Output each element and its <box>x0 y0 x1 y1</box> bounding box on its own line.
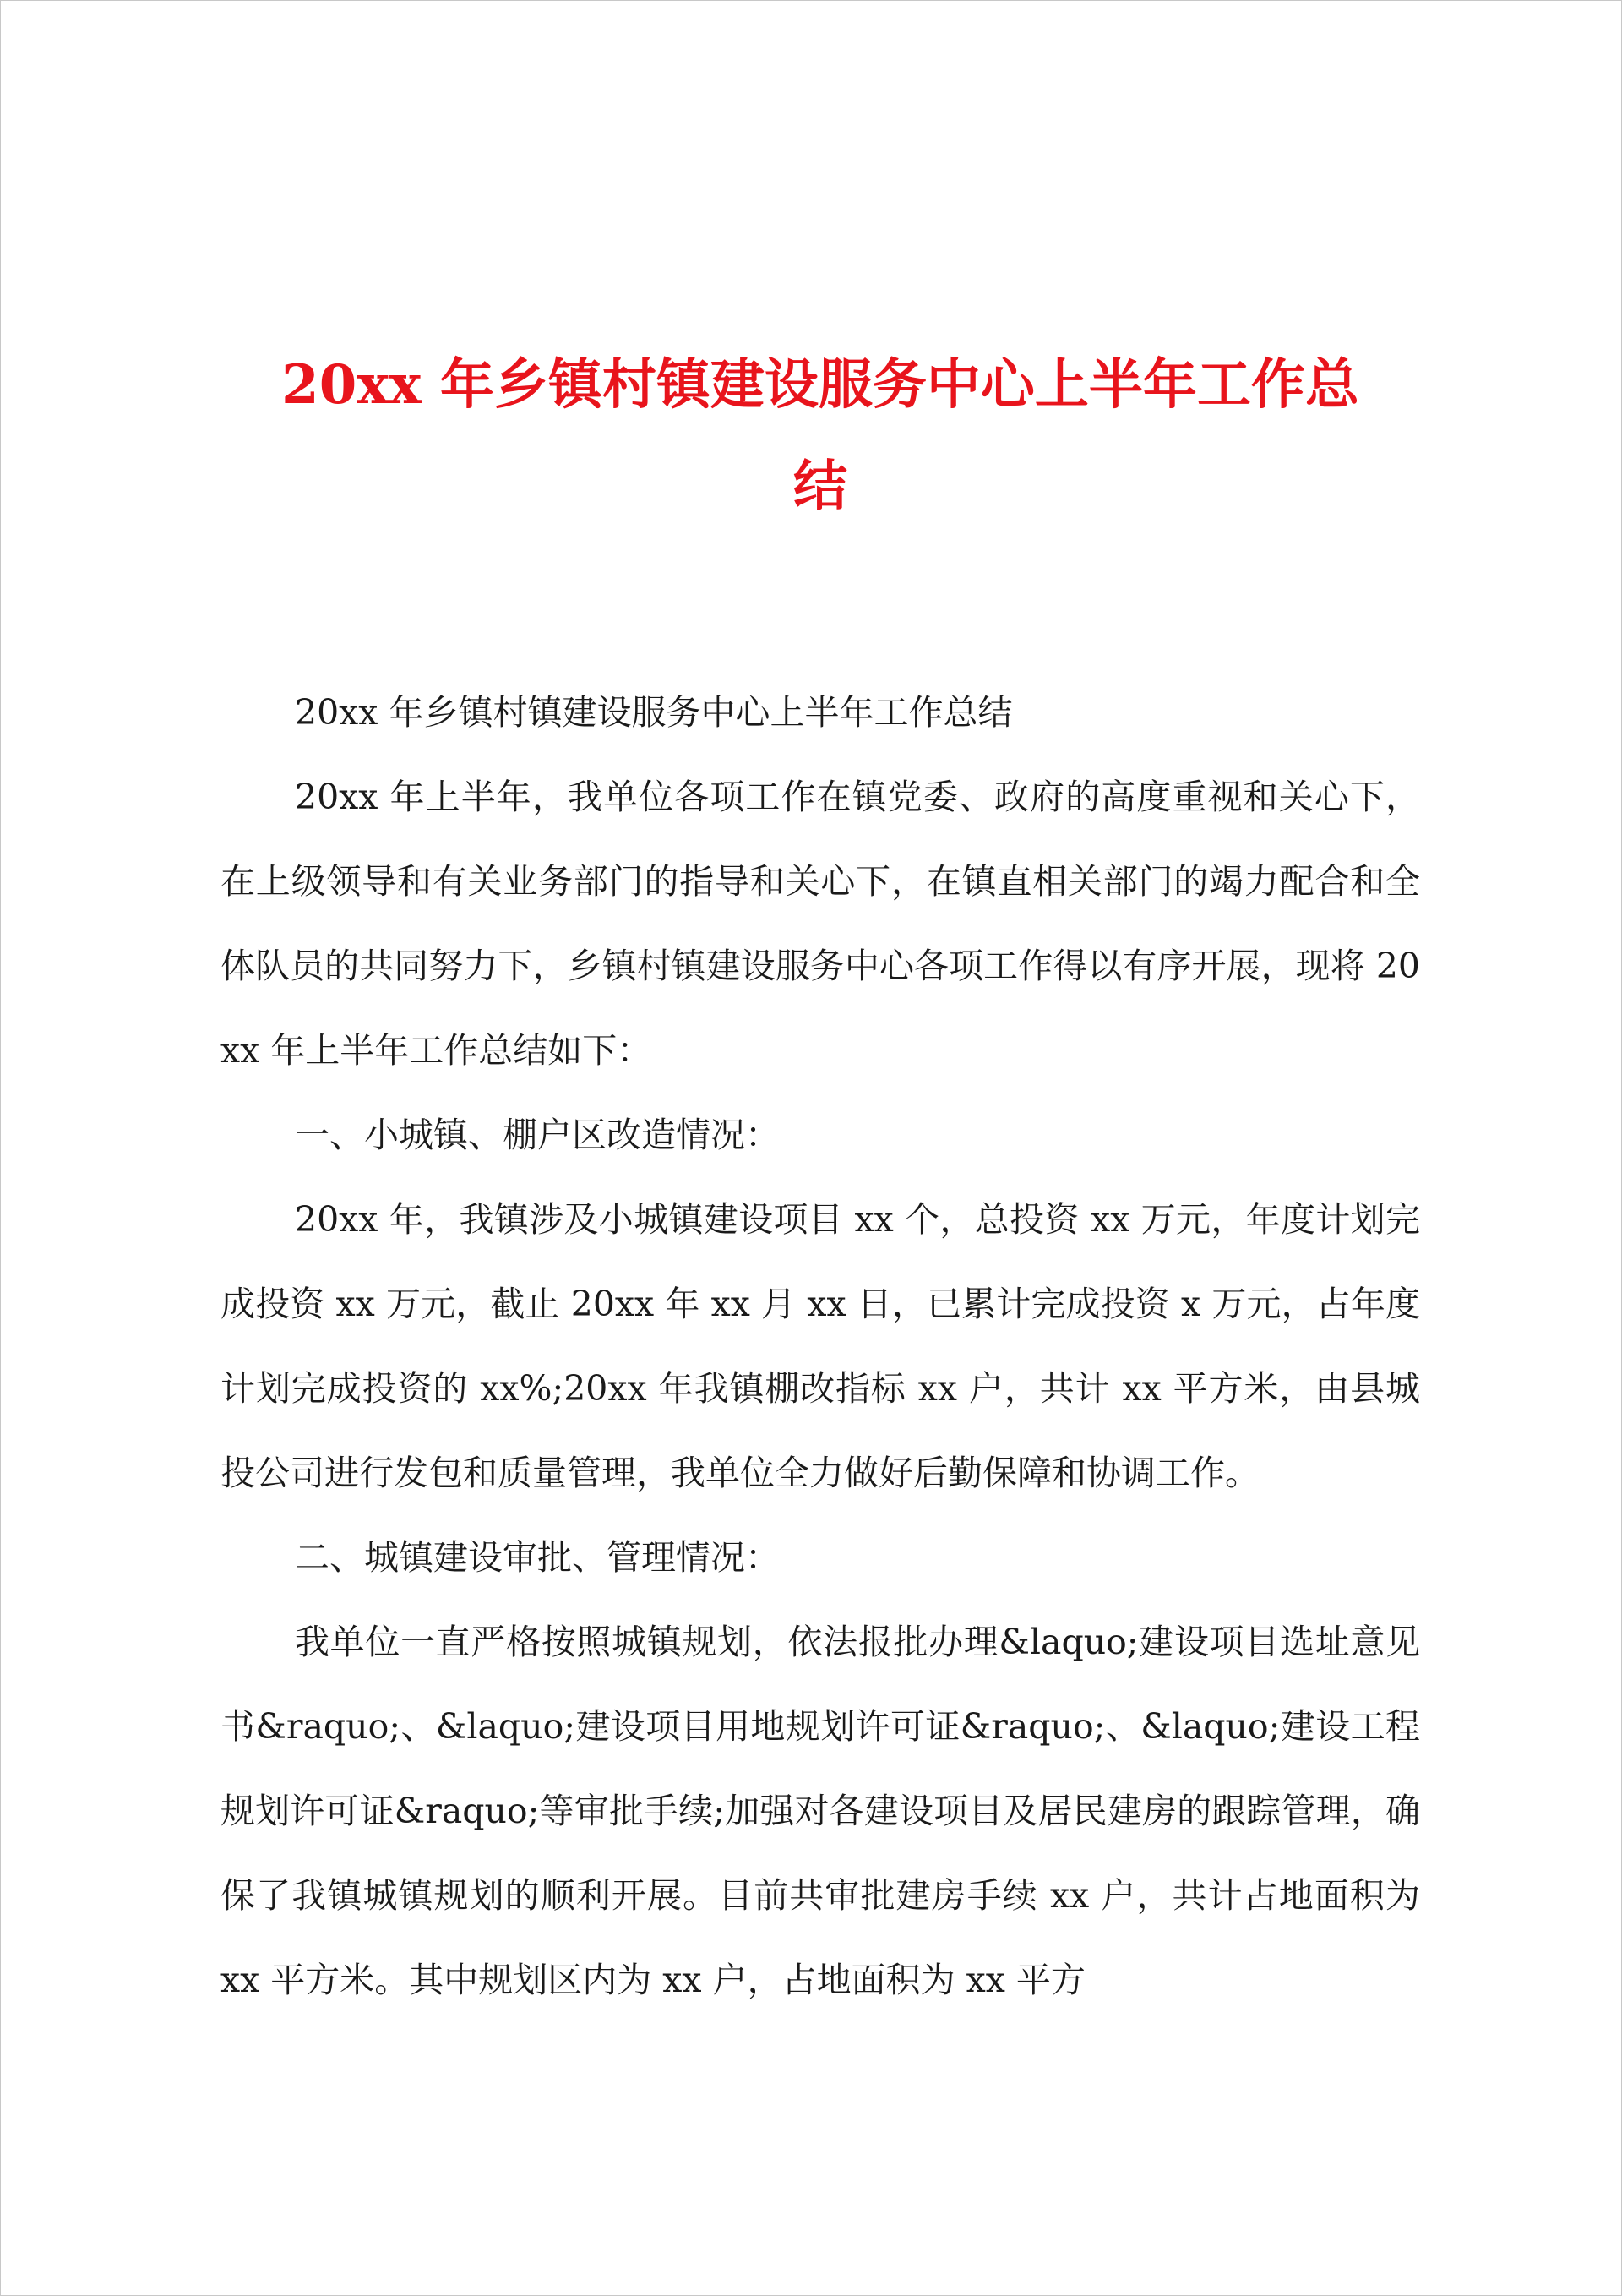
document-body <box>220 670 1420 2022</box>
document-title-line-2: 结 <box>793 455 847 518</box>
paragraph-subtitle: 20xx 年乡镇村镇建设服务中心上半年工作总结 <box>295 692 1013 733</box>
paragraph-section-1: 20xx 年，我镇涉及小城镇建设项目 xx 个，总投资 xx 万元，年度计划完成投资 xx 万元，截止 20xx 年 xx 月 xx 日，已累计完成投资 x 万元，占年度计划完成投资的 xx%;20xx 年我镇棚改指标 xx 户，共计 xx 平方米，由县城投公司进行发包和质量管理，我单位全力做好后勤保障和协调工作。 <box>220 1199 1420 1493</box>
section-heading-1: 一、小城镇、棚户区改造情况： <box>295 1115 780 1155</box>
paragraph-intro: 20xx 年上半年，我单位各项工作在镇党委、政府的高度重视和关心下，在上级领导和有关业务部门的指导和关心下，在镇直相关部门的竭力配合和全体队员的共同努力下，乡镇村镇建设服务中心各项工作得以有序开展，现将 20xx 年上半年工作总结如下： <box>220 777 1420 1071</box>
paragraph-section-2: 我单位一直严格按照城镇规划，依法报批办理&laquo;建设项目选址意见书&raquo;、&laquo;建设项目用地规划许可证&raquo;、&laquo;建设工程规划许可证&raquo;等审批手续;加强对各建设项目及居民建房的跟踪管理，确保了我镇城镇规划的顺利开展。目前共审批建房手续 xx 户，共计占地面积为 xx 平方米。其中规划区内为 xx 户，占地面积为 xx 平方 <box>220 1622 1420 2000</box>
document-title-line-1: 20xx 年乡镇村镇建设服务中心上半年工作总 <box>281 353 1359 417</box>
section-heading-2: 二、城镇建设审批、管理情况： <box>295 1537 780 1578</box>
